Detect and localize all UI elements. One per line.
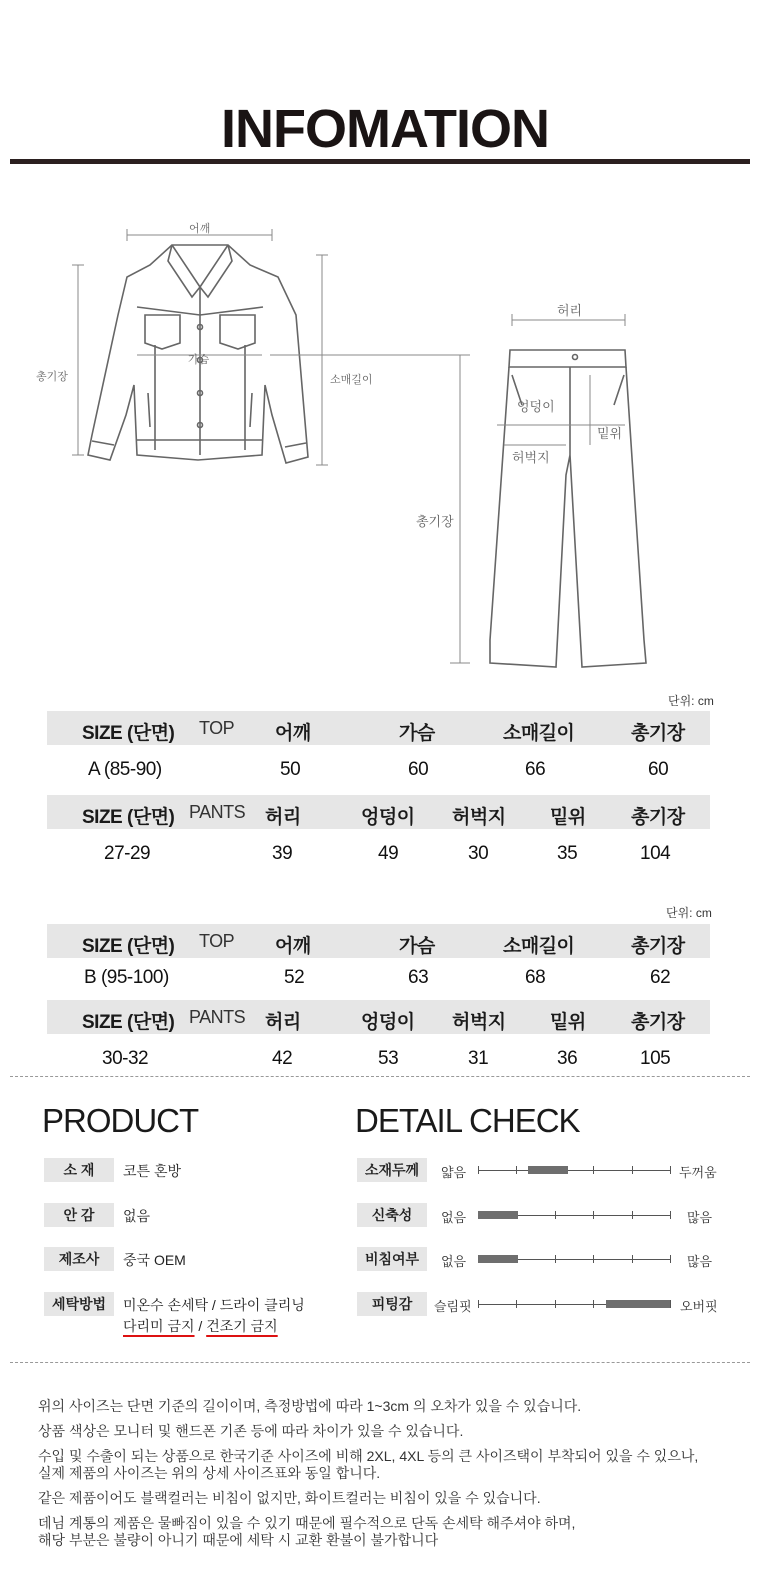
- col-header: 가슴: [399, 936, 435, 957]
- jacket-chest-label: 가슴: [188, 354, 210, 366]
- size-table-top-header: [47, 924, 710, 958]
- size-cell: B (95-100): [84, 967, 169, 988]
- scale-indicator: [528, 1166, 568, 1174]
- scale-min-label: 없음: [441, 1254, 467, 1269]
- value-cell: 49: [378, 843, 399, 864]
- col-header: 가슴: [399, 723, 435, 744]
- table-row: [47, 1048, 710, 1074]
- col-header: 어깨: [275, 936, 311, 957]
- no-iron-warning: 다리미 금지: [123, 1318, 195, 1334]
- kind-header: PANTS: [189, 1007, 246, 1027]
- product-value: 미온수 손세탁 / 드라이 클리닝: [123, 1297, 305, 1313]
- kind-header: TOP: [199, 718, 235, 738]
- value-cell: 30: [468, 843, 489, 864]
- scale-max-label: 많음: [687, 1254, 713, 1269]
- scale-tick: [478, 1300, 479, 1308]
- col-header: 소매길이: [503, 936, 575, 957]
- scale-tick: [555, 1300, 556, 1308]
- warning-separator: /: [194, 1318, 207, 1334]
- page-title: INFOMATION: [221, 99, 549, 159]
- scale-tick: [593, 1211, 594, 1219]
- value-cell: 31: [468, 1048, 489, 1069]
- scale-indicator: [478, 1211, 518, 1219]
- table-row: [47, 759, 710, 785]
- size-cell: 27-29: [104, 843, 151, 864]
- scale-max-label: 많음: [687, 1210, 713, 1225]
- pants-illustration: [490, 350, 646, 667]
- note-line: 실제 제품의 사이즈는 위의 상세 사이즈표와 동일 합니다.: [38, 1465, 381, 1481]
- size-header: SIZE (단면): [82, 807, 175, 828]
- unit-label: 단위: cm: [668, 694, 714, 708]
- pants-length-label: 총기장: [416, 514, 454, 529]
- col-header: 밑위: [550, 1012, 586, 1033]
- value-cell: 42: [272, 1048, 293, 1069]
- value-cell: 66: [525, 759, 546, 780]
- pants-thigh-label: 허벅지: [512, 450, 550, 465]
- section-divider: [10, 1076, 750, 1077]
- scale-tick: [555, 1255, 556, 1263]
- value-cell: 35: [557, 843, 578, 864]
- value-cell: 60: [408, 759, 429, 780]
- col-header: 총기장: [631, 723, 685, 744]
- scale-min-label: 얇음: [441, 1165, 467, 1180]
- scale-tick: [478, 1166, 479, 1174]
- unit-label: 단위: cm: [666, 906, 712, 920]
- table-row: [47, 967, 710, 993]
- size-header: SIZE (단면): [82, 723, 175, 744]
- col-header: 허벅지: [452, 1012, 506, 1033]
- detail-label: 소재두께: [357, 1158, 427, 1182]
- note-line: 상품 색상은 모니터 및 핸드폰 기존 등에 따라 차이가 있을 수 있습니다.: [38, 1423, 464, 1439]
- note-line: 데님 계통의 제품은 물빠짐이 있을 수 있기 때문에 필수적으로 단독 손세탁 해주셔야 하며,: [38, 1515, 576, 1531]
- product-value-warnings: [123, 1316, 278, 1336]
- detail-label: 신축성: [357, 1203, 427, 1227]
- jacket-length-label: 총기장: [36, 371, 68, 383]
- scale-tick: [516, 1166, 517, 1174]
- size-table-pants-header: [47, 795, 710, 829]
- detail-label: 피팅감: [357, 1292, 427, 1316]
- detail-label: 비침여부: [357, 1247, 427, 1271]
- product-value: 없음: [123, 1208, 151, 1224]
- scale-tick: [632, 1211, 633, 1219]
- scale-tick: [670, 1166, 671, 1174]
- product-value: 코튼 혼방: [123, 1163, 181, 1179]
- scale-tick: [555, 1211, 556, 1219]
- size-table-top-header: [47, 711, 710, 745]
- product-label: 안 감: [44, 1203, 114, 1227]
- product-title: PRODUCT: [42, 1102, 199, 1139]
- note-line: 수입 및 수출이 되는 상품으로 한국기준 사이즈에 비해 2XL, 4XL 등의 큰 사이즈택이 부착되어 있을 수 있으나,: [38, 1448, 699, 1464]
- value-cell: 104: [640, 843, 671, 864]
- value-cell: 60: [648, 759, 669, 780]
- size-cell: A (85-90): [88, 759, 162, 780]
- col-header: 총기장: [631, 936, 685, 957]
- size-header: SIZE (단면): [82, 1012, 175, 1033]
- product-value: 중국 OEM: [123, 1252, 186, 1268]
- size-cell: 30-32: [102, 1048, 149, 1069]
- scale-tick: [593, 1255, 594, 1263]
- scale-tick: [593, 1166, 594, 1174]
- note-line: 해당 부분은 불량이 아니기 때문에 세탁 시 교환 환불이 불가합니다: [38, 1532, 439, 1548]
- section-divider: [10, 1362, 750, 1363]
- value-cell: 62: [650, 967, 671, 988]
- col-header: 밑위: [550, 807, 586, 828]
- garment-diagram: [0, 215, 770, 685]
- scale-tick: [632, 1166, 633, 1174]
- pants-rise-label: 밑위: [597, 426, 623, 441]
- col-header: 허벅지: [452, 807, 506, 828]
- note-line: 같은 제품이어도 블랙컬러는 비침이 없지만, 화이트컬러는 비침이 있을 수 있습니다.: [38, 1490, 541, 1506]
- title-divider: [10, 159, 750, 164]
- scale-tick: [593, 1300, 594, 1308]
- scale-tick: [516, 1300, 517, 1308]
- value-cell: 105: [640, 1048, 671, 1069]
- value-cell: 68: [525, 967, 546, 988]
- detail-check-title: DETAIL CHECK: [355, 1102, 580, 1139]
- value-cell: 63: [408, 967, 429, 988]
- jacket-shoulder-label: 어깨: [189, 223, 211, 235]
- kind-header: TOP: [199, 931, 235, 951]
- col-header: 허리: [265, 1012, 301, 1033]
- scale-tick: [670, 1300, 671, 1308]
- kind-header: PANTS: [189, 802, 246, 822]
- value-cell: 36: [557, 1048, 578, 1069]
- col-header: 어깨: [275, 723, 311, 744]
- value-cell: 53: [378, 1048, 399, 1069]
- scale-tick: [670, 1211, 671, 1219]
- size-header: SIZE (단면): [82, 936, 175, 957]
- col-header: 총기장: [631, 807, 685, 828]
- scale-min-label: 없음: [441, 1210, 467, 1225]
- scale-min-label: 슬림핏: [434, 1299, 472, 1314]
- col-header: 엉덩이: [361, 1012, 415, 1033]
- value-cell: 50: [280, 759, 301, 780]
- scale-max-label: 오버핏: [680, 1299, 718, 1314]
- pants-waist-label: 허리: [557, 303, 583, 318]
- scale-indicator: [606, 1300, 670, 1308]
- value-cell: 39: [272, 843, 293, 864]
- col-header: 소매길이: [503, 723, 575, 744]
- scale-indicator: [478, 1255, 518, 1263]
- col-header: 허리: [265, 807, 301, 828]
- no-dryer-warning: 건조기 금지: [206, 1318, 278, 1334]
- scale-track: [478, 1170, 670, 1171]
- pants-hip-label: 엉덩이: [517, 399, 555, 414]
- jacket-sleeve-label: 소매길이: [330, 374, 373, 386]
- size-table-pants-header: [47, 1000, 710, 1034]
- value-cell: 52: [284, 967, 305, 988]
- scale-max-label: 두꺼움: [679, 1165, 717, 1180]
- col-header: 총기장: [631, 1012, 685, 1033]
- product-label: 세탁방법: [44, 1292, 114, 1316]
- scale-tick: [670, 1255, 671, 1263]
- product-label: 소 재: [44, 1158, 114, 1182]
- table-row: [47, 843, 710, 869]
- col-header: 엉덩이: [361, 807, 415, 828]
- note-line: 위의 사이즈는 단면 기준의 길이이며, 측정방법에 따라 1~3cm 의 오차가 있을 수 있습니다.: [38, 1398, 582, 1414]
- scale-tick: [632, 1255, 633, 1263]
- product-label: 제조사: [44, 1247, 114, 1271]
- jacket-measure-lines: [72, 229, 465, 465]
